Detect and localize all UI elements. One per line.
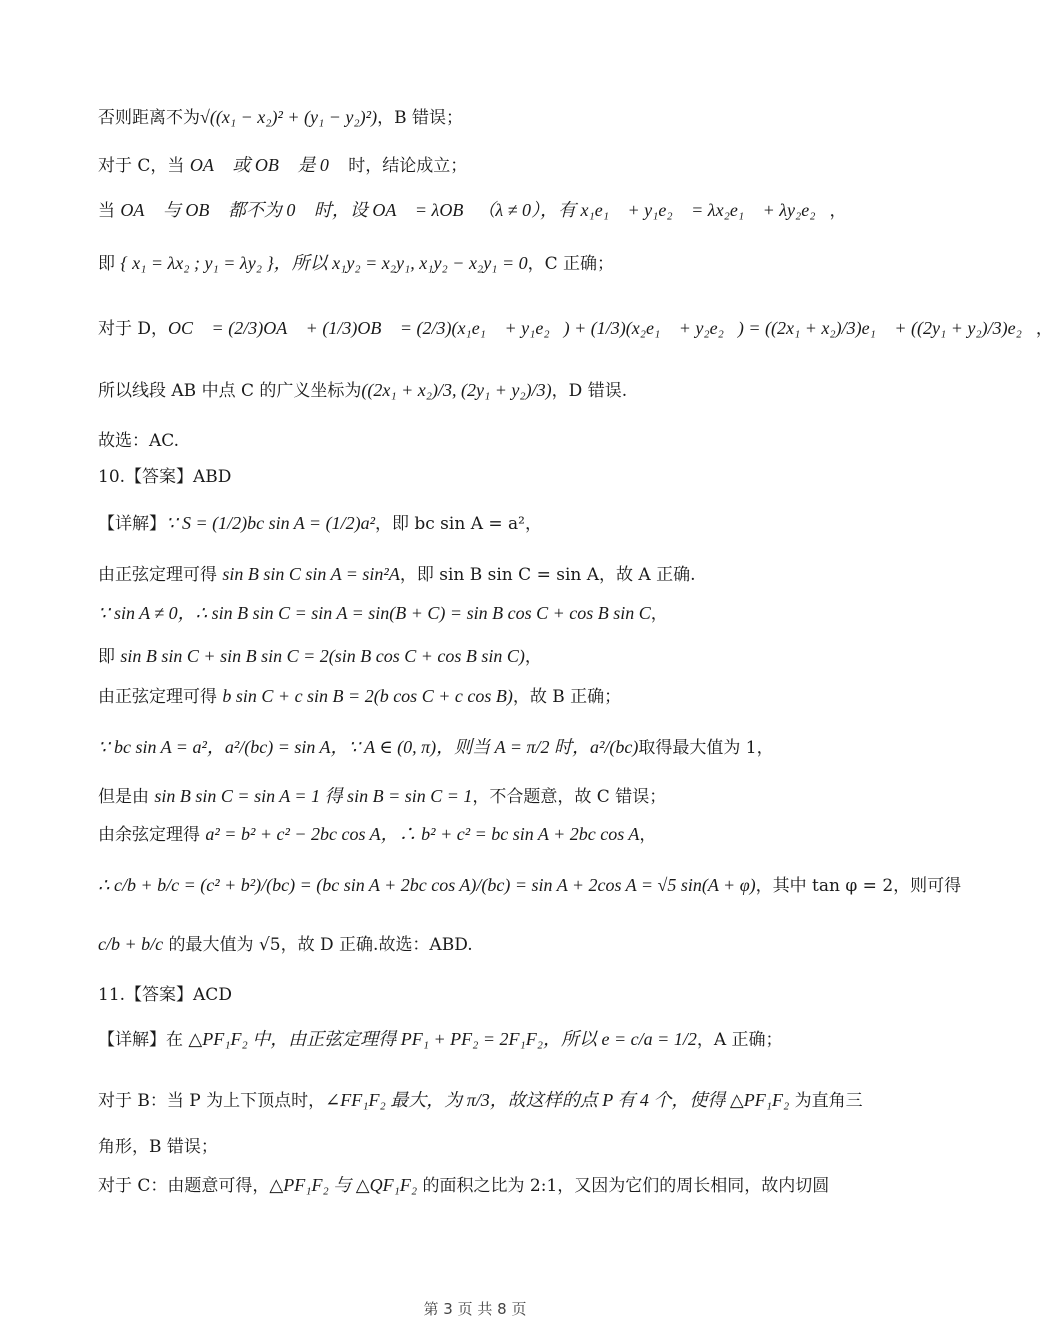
text-line-l07 (98, 430, 860, 452)
text-line-l21 (98, 1089, 863, 1112)
line-text: 但是由 (98, 787, 155, 807)
text-line-l10 (98, 563, 860, 586)
line-text: 10.【答案】ABD (98, 467, 232, 487)
math-expression: c/b + b/c (98, 934, 164, 954)
text-line-l13 (98, 685, 860, 708)
text-line-l18 (98, 933, 860, 956)
text-line-l22 (98, 1136, 860, 1158)
line-text-tail: ，故 B 正确； (512, 687, 622, 707)
math-expression: { x₁ = λx₂ ; y₁ = λy₂ }，所以 x₁y₂ = x₂y₁, x₁y₂ − x₂y₁ = 0 (120, 253, 528, 273)
text-line-l02 (98, 154, 860, 177)
line-text: 对于 B：当 P 为上下顶点时， (98, 1091, 326, 1111)
line-text: 即 (98, 254, 121, 274)
text-line-l01 (98, 106, 860, 129)
line-text: 对于 D， (98, 319, 169, 339)
line-text-tail: ，B 错误； (377, 108, 463, 128)
text-line-l16 (98, 823, 860, 846)
text-line-l03 (98, 199, 860, 222)
text-line-l04 (98, 252, 860, 275)
line-text-tail: ， (524, 647, 542, 667)
math-expression: OA⃗ 或 OB⃗ 是 0⃗ (189, 155, 343, 175)
math-expression: OC⃗ = (2/3)OA⃗ + (1/3)OB⃗ = (2/3)(x₁e₁⃗ + y₁e₂⃗) + (1/3)(x₂e₁⃗ + y₂e₂⃗) = ((2x₁ + x₂)/3)e₁⃗ + ((2y₁ + y₂)/3)e₂⃗ (168, 318, 1036, 338)
line-text: 角形，B 错误； (98, 1137, 218, 1157)
line-text: 由余弦定理得 (98, 825, 206, 845)
line-text: 当 (98, 201, 121, 221)
math-expression: ∵ sin A ≠ 0，∴ sin B sin C = sin A = sin(B + C) = sin B cos C + cos B sin C (98, 603, 651, 623)
page-footer: 第 3 页 共 8 页 (423, 1300, 527, 1318)
line-text: 【详解】在 (98, 1030, 189, 1050)
text-line-l14 (98, 736, 860, 759)
line-text: 由正弦定理可得 (98, 565, 223, 585)
line-text-tail: ，不合题意，故 C 错误； (472, 787, 667, 807)
math-expression: b sin C + c sin B = 2(b cos C + c cos B) (222, 686, 513, 706)
text-line-l06 (98, 379, 860, 402)
text-line-l17 (98, 874, 962, 897)
line-text-tail: ， (639, 825, 657, 845)
math-expression: △PF₁F₂ 中，由正弦定理得 PF₁ + PF₂ = 2F₁F₂，所以 e = c/a = 1/2 (188, 1029, 697, 1049)
text-line-l11 (98, 602, 860, 625)
math-expression: a² = b² + c² − 2bc cos A，∴ b² + c² = bc sin A + 2bc cos A (205, 824, 640, 844)
line-text: 由正弦定理可得 (98, 687, 223, 707)
line-text: 【详解】 (98, 514, 166, 534)
line-text: 对于 C：由题意可得， (98, 1176, 270, 1196)
line-text-tail: ， (1035, 319, 1053, 339)
text-line-l09 (98, 512, 860, 535)
text-line-l19 (98, 984, 860, 1006)
line-text-tail: 为直角三 (789, 1091, 863, 1111)
line-text: 故选：AC. (98, 431, 180, 451)
line-text: 即 (98, 647, 121, 667)
math-expression: ∵ bc sin A = a²，a²/(bc) = sin A，∵ A ∈ (0, π)，则当 A = π/2 时，a²/(bc) (98, 737, 639, 757)
line-text-tail: 的最大值为 √5，故 D 正确.故选：ABD. (163, 935, 473, 955)
line-text-tail: 取得最大值为 1， (638, 738, 774, 758)
line-text: 对于 C，当 (98, 156, 190, 176)
text-line-l23 (98, 1174, 860, 1197)
line-text: 11.【答案】ACD (98, 985, 232, 1005)
line-text-tail: ，A 正确； (696, 1030, 783, 1050)
line-text-tail: ， (829, 201, 847, 221)
math-expression: sin B sin C = sin A = 1 得 sin B = sin C = 1 (154, 786, 473, 806)
line-text-tail: 的面积之比为 2:1，又因为它们的周长相同，故内切圆 (417, 1176, 830, 1196)
line-text-tail: ， (650, 604, 668, 624)
line-text: 所以线段 AB 中点 C 的广义坐标为 (98, 381, 362, 401)
math-expression: sin B sin C + sin B sin C = 2(sin B cos C + cos B sin C) (120, 646, 525, 666)
text-line-l05 (98, 317, 1053, 340)
text-line-l15 (98, 785, 860, 808)
math-expression: △PF₁F₂ 与 △QF₁F₂ (269, 1175, 418, 1195)
line-text-tail: ，D 错误. (551, 381, 628, 401)
line-text-tail: ，即 sin B sin C = sin A，故 A 正确. (399, 565, 696, 585)
line-text-tail: ，其中 tan φ = 2，则可得 (755, 876, 962, 896)
math-expression: √((x₁ − x₂)² + (y₁ − y₂)²) (200, 107, 378, 127)
text-line-l20 (98, 1028, 860, 1051)
line-text-tail: 时，结论成立； (342, 156, 468, 176)
line-text-tail: ，即 bc sin A = a²， (374, 514, 542, 534)
math-expression: sin B sin C sin A = sin²A (222, 564, 400, 584)
math-expression: ∴ c/b + b/c = (c² + b²)/(bc) = (bc sin A + 2bc cos A)/(bc) = sin A + 2cos A = √5 sin(A + φ) (98, 875, 756, 895)
math-expression: ∠FF₁F₂ 最大，为 π/3，故这样的点 P 有 4 个，使得 △PF₁F₂ (325, 1090, 790, 1110)
text-line-l12 (98, 645, 860, 668)
line-text-tail: ，C 正确； (527, 254, 615, 274)
math-expression: ((2x₁ + x₂)/3, (2y₁ + y₂)/3) (361, 380, 552, 400)
line-text: 否则距离不为 (98, 108, 200, 128)
text-line-l08 (98, 466, 860, 488)
math-expression: ∵ S = (1/2)bc sin A = (1/2)a² (166, 513, 375, 533)
math-expression: OA⃗ 与 OB⃗ 都不为 0⃗ 时，设 OA⃗ = λOB⃗（λ ≠ 0），有 x₁e₁⃗ + y₁e₂⃗ = λx₂e₁⃗ + λy₂e₂⃗ (120, 200, 830, 220)
